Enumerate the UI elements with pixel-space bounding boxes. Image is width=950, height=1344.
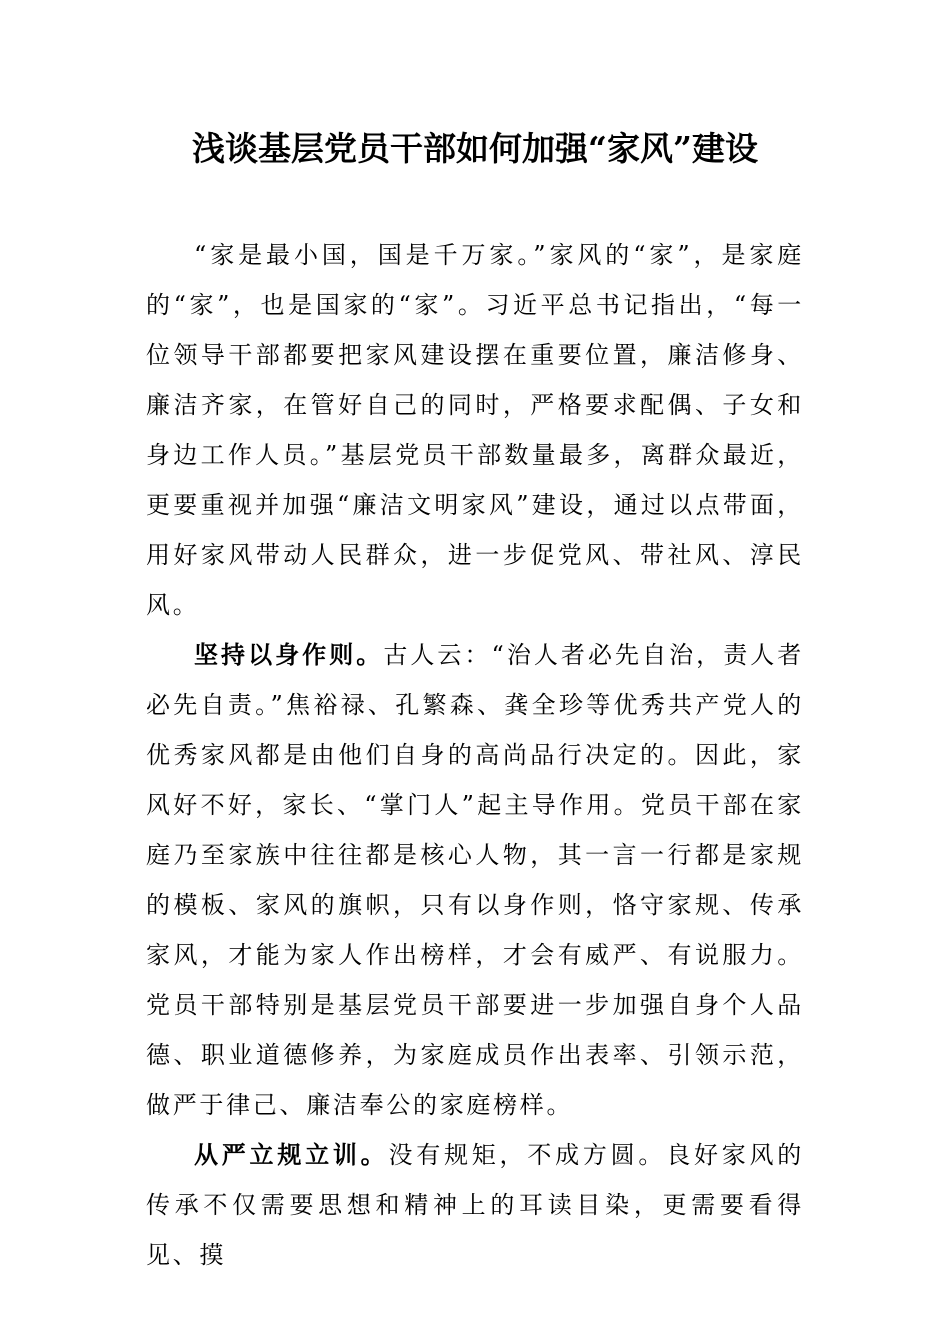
paragraph-lead-by-example — [146, 630, 804, 1130]
paragraph-text: 没有规矩，不成方圆。良好家风的传承不仅需要思想和精神上的耳读目染，更需要看得见、摸 — [146, 1141, 804, 1269]
paragraph-lead-heading: 从严立规立训。 — [194, 1140, 389, 1169]
paragraph-strict-rules — [146, 1130, 804, 1280]
paragraph-lead-heading: 坚持以身作则。 — [194, 640, 384, 669]
document-title: 浅谈基层党员干部如何加强“家风”建设 — [192, 129, 758, 168]
document-body — [146, 230, 804, 1280]
paragraph-intro — [146, 230, 804, 630]
paragraph-text: 古人云：“治人者必先自治，责人者必先自责。”焦裕禄、孔繁森、龚全珍等优秀共产党人的优秀家风都是由他们自身的高尚品行决定的。因此，家风好不好，家长、“掌门人”起主导作用。党员干部在家庭乃至家族中往往都是核心人物，其一言一行都是家规的模板、家风的旗帜，只有以身作则，恪守家规、传承家风，才能为家人作出榜样，才会有威严、有说服力。党员干部特别是基层党员干部要进一步加强自身个人品德、职业道德修养，为家庭成员作出表率、引领示范，做严于律己、廉洁奉公的家庭榜样。 — [146, 641, 804, 1119]
paragraph-text: “家是最小国，国是千万家。”家风的“家”，是家庭的“家”，也是国家的“家”。习近平总书记指出，“每一位领导干部都要把家风建设摆在重要位置，廉洁修身、廉洁齐家，在管好自己的同时，严格要求配偶、子女和身边工作人员。”基层党员干部数量最多，离群众最近，更要重视并加强“廉洁文明家风”建设，通过以点带面，用好家风带动人民群众，进一步促党风、带社风、淳民风。 — [146, 241, 804, 619]
